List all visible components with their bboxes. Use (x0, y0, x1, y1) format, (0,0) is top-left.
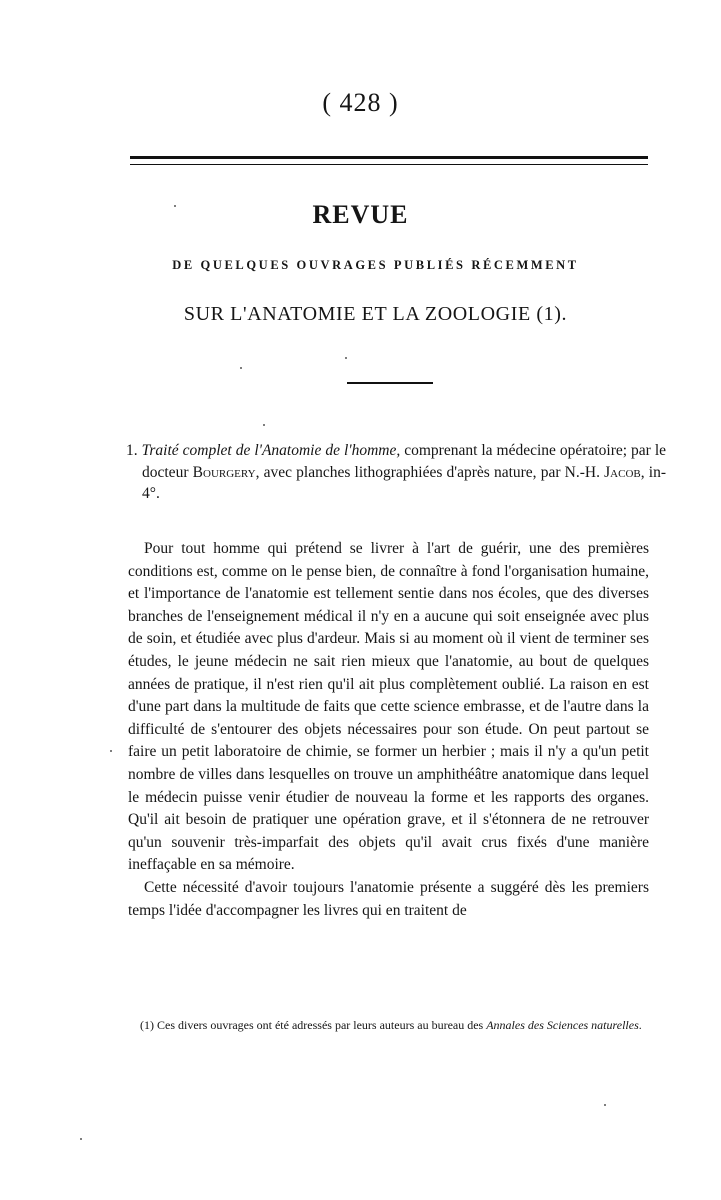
section-subtitle: DE QUELQUES OUVRAGES PUBLIÉS RÉCEMMENT (172, 258, 579, 272)
work-illustration-note: , avec planches lithographiées d'après nature, par N.-H. (255, 463, 605, 481)
footnote (128, 1017, 648, 1034)
footnote-journal: Annales des Sciences naturelles (486, 1018, 639, 1032)
paper-speck (174, 205, 176, 207)
footnote-text: (1) Ces divers ouvrages ont été adressés par leurs auteurs au bureau des (140, 1018, 487, 1032)
paper-speck (80, 1138, 82, 1140)
footnote-end: . (638, 1018, 642, 1032)
section-title: REVUE (312, 200, 409, 229)
page-number: ( 428 ) (322, 88, 399, 117)
body-paragraph: Pour tout homme qui prétend se livrer à l'art de guérir, une des premières conditions est, comme on le pense bien, de connaître à fond l'organisation humaine, et l'importance de l'anatomie est tellement sentie dans nos écoles, que des diverses branches de l'enseignement médical il n'y en a aucune qui soit enseignée avec plus de soin, et étudiée avec plus d'ardeur. Mais si au moment où il vient de terminer ses études, le jeune médecin ne sait rien mieux que l'anatomie, au bout de quelques années de pratique, il n'est rien qu'il ait plus complètement oublié. La raison en est d'une part dans la multitude de faits que cette science embrasse, et de l'autre dans la difficulté de s'entourer des objets nécessaires pour son étude. On peut partout se faire un petit laboratoire de chimie, se former un herbier ; mais il n'y a qu'un petit nombre de villes dans lesquelles on trouve un amphithéâtre anatomique dans lequel le médecin puisse venir étudier de nouveau la forme et les rapports des organes. Qu'il ait besoin de pratiquer une opération grave, et il s'étonnera de ne retrouver qu'un souvenir très-imparfait des objets qu'il avait crus fixés d'une manière ineffaçable en sa mémoire. (128, 540, 649, 874)
work-title: Traité complet de l'Anatomie de l'homme, (141, 442, 401, 459)
paper-speck (240, 367, 242, 369)
bibliographic-entry (126, 440, 666, 505)
section-subtitle-topic: SUR L'ANATOMIE ET LA ZOOLOGIE (1). (183, 303, 568, 325)
body-paragraph: Cette nécessité d'avoir toujours l'anatomie présente a suggéré dès les premiers temps l'idée d'accompagner les livres qui en traitent de (128, 878, 649, 919)
illustrator-name: Jacob (604, 463, 641, 481)
section-divider-rule (347, 382, 433, 384)
author-name: Bourgery (192, 463, 256, 481)
work-format: , in-4°. (142, 463, 666, 502)
work-description: comprenant la médecine opératoire; par le docteur (142, 442, 667, 481)
entry-number: 1. (126, 442, 138, 459)
header-double-rule (130, 156, 648, 165)
body-text (128, 538, 649, 922)
paper-speck (604, 1104, 606, 1106)
paper-speck (263, 424, 265, 426)
paper-speck (110, 750, 112, 752)
paper-speck (345, 357, 347, 359)
